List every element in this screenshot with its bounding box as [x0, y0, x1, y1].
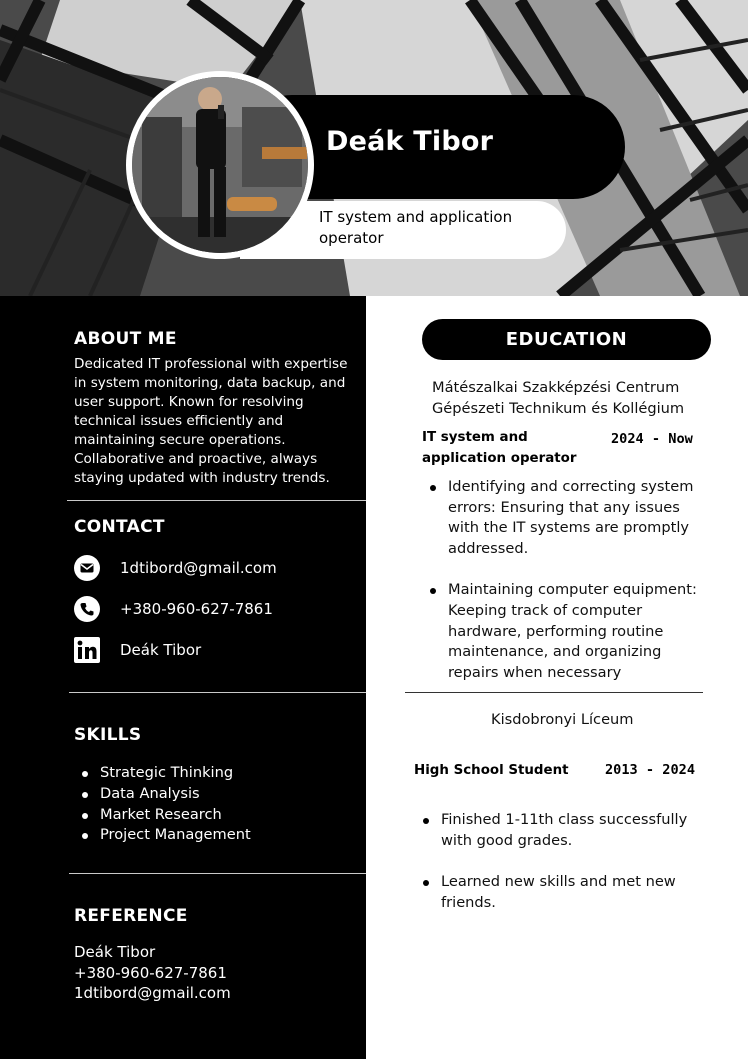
- school-name: Kisdobronyi Líceum: [491, 711, 634, 728]
- email-icon: [74, 555, 100, 581]
- divider: [67, 500, 366, 501]
- degree-dates: 2013 - 2024: [605, 762, 696, 778]
- degree-title: High School Student: [414, 763, 569, 778]
- education-bullets: [430, 477, 702, 683]
- reference-block: [74, 942, 231, 1004]
- school-name: [432, 377, 684, 419]
- list-item: Maintaining computer equipment: Keeping track of computer hardware, performing routine maintenance, and organizing repairs when necessary: [430, 580, 702, 683]
- reference-name: Deák Tibor: [74, 943, 156, 961]
- list-item: Market Research: [80, 805, 251, 826]
- phone-icon: [74, 596, 100, 622]
- avatar: [132, 77, 308, 253]
- candidate-name: Deák Tibor: [326, 126, 494, 157]
- linkedin-icon: [74, 637, 100, 663]
- reference-title: REFERENCE: [74, 906, 188, 926]
- degree-line: application operator: [422, 451, 577, 466]
- divider: [69, 873, 366, 874]
- degree-line: IT system and: [422, 430, 528, 445]
- list-item: Strategic Thinking: [80, 763, 251, 784]
- school-name-line: Mátészalkai Szakképzési Centrum: [432, 379, 680, 396]
- contact-email[interactable]: 1dtibord@gmail.com: [120, 559, 277, 577]
- divider: [69, 692, 366, 693]
- reference-phone: +380-960-627-7861: [74, 963, 227, 982]
- list-item: Finished 1-11th class successfully with good grades.: [423, 810, 695, 851]
- list-item: Project Management: [80, 825, 251, 846]
- degree-dates: 2024 - Now: [611, 431, 693, 447]
- about-text: Dedicated IT professional with expertise in system monitoring, data backup, and user support. Known for resolving technical issues efficiently and maintaining secure operations. Collaborative and proactive, always staying updated with industry trends.: [74, 356, 348, 486]
- skills-list: [80, 763, 251, 846]
- list-item: Data Analysis: [80, 784, 251, 805]
- skills-title: SKILLS: [74, 725, 142, 745]
- divider: [405, 692, 703, 693]
- contact-linkedin[interactable]: Deák Tibor: [120, 641, 202, 659]
- education-title: EDUCATION: [422, 319, 711, 360]
- reference-email: 1dtibord@gmail.com: [74, 984, 231, 1002]
- contact-phone-row[interactable]: [74, 596, 273, 622]
- candidate-role: IT system and application operator: [319, 208, 513, 247]
- degree-title: [422, 427, 576, 469]
- school-name-line: Gépészeti Technikum és Kollégium: [432, 400, 685, 417]
- list-item: Learned new skills and met new friends.: [423, 872, 695, 913]
- contact-linkedin-row[interactable]: [74, 637, 201, 663]
- about-title: ABOUT ME: [74, 329, 177, 349]
- contact-email-row[interactable]: [74, 555, 277, 581]
- contact-title: CONTACT: [74, 517, 165, 537]
- education-bullets: [423, 810, 695, 913]
- contact-phone[interactable]: +380-960-627-7861: [120, 600, 273, 618]
- list-item: Identifying and correcting system errors: Ensuring that any issues with the IT systems are promptly addressed.: [430, 477, 702, 559]
